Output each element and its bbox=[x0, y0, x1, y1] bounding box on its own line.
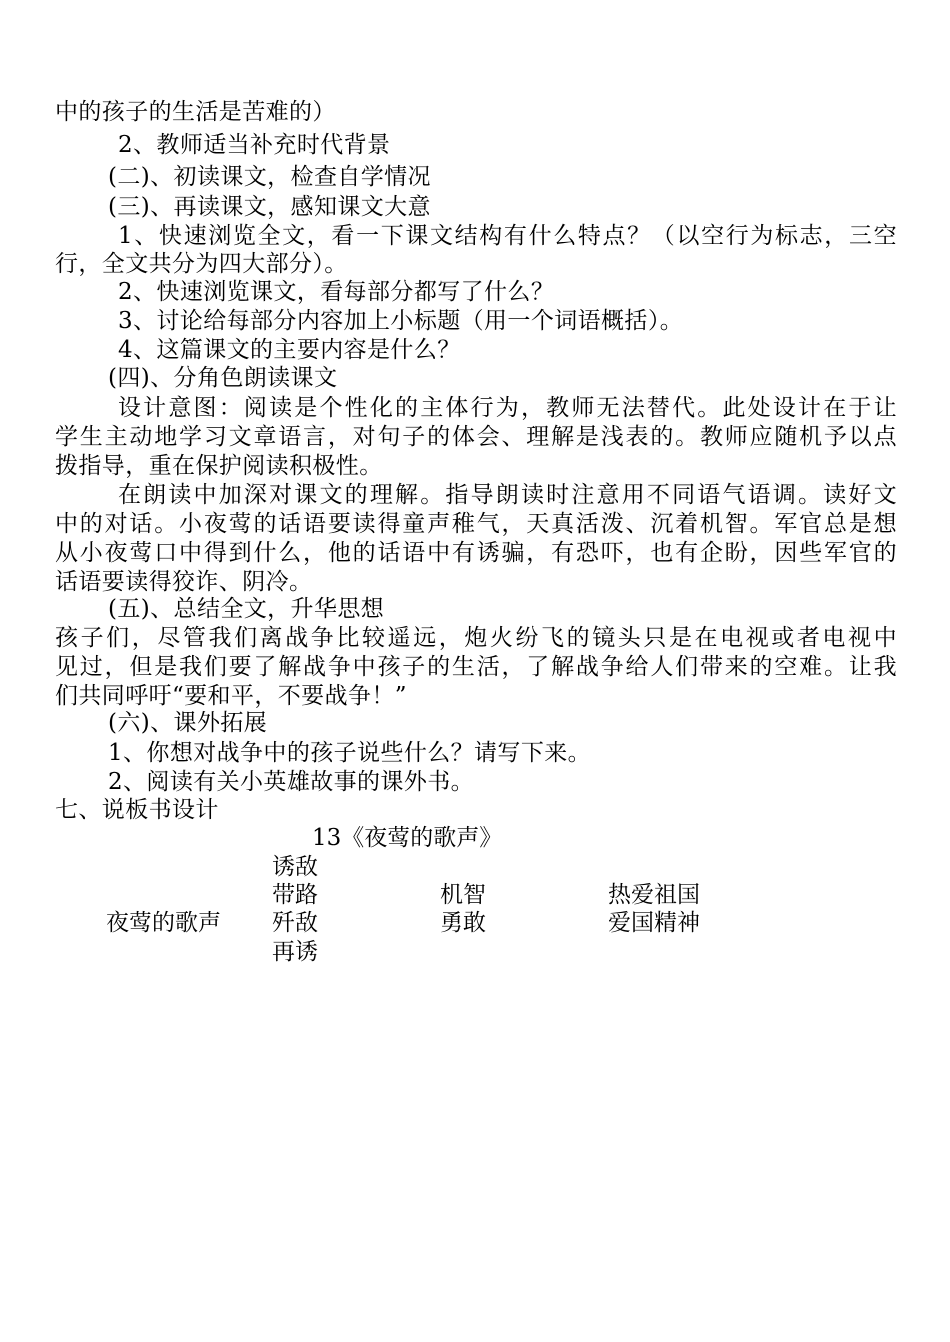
board-action: 带路 bbox=[272, 882, 318, 908]
text-line: 2、快速浏览课文，看每部分都写了什么？ bbox=[118, 279, 555, 305]
board-quality: 勇敢 bbox=[440, 910, 486, 936]
section-heading: 七、说板书设计 bbox=[55, 797, 219, 823]
text-line: 学生主动地学习文章语言，对句子的体会、理解是浅表的。教师应随机予以点 bbox=[55, 424, 897, 450]
text-line: 1、你想对战争中的孩子说些什么？请写下来。 bbox=[108, 740, 592, 766]
text-line: 设计意图：阅读是个性化的主体行为，教师无法替代。此处设计在于让 bbox=[118, 395, 897, 421]
text-line: 孩子们，尽管我们离战争比较遥远，炮火纷飞的镜头只是在电视或者电视中 bbox=[55, 625, 897, 651]
text-line: 们共同呼吁“要和平，不要战争！” bbox=[55, 683, 407, 709]
text-line: 见过，但是我们要了解战争中孩子的生活，了解战争给人们带来的空难。让我 bbox=[55, 654, 897, 680]
section-heading: (三)、再读课文，感知课文大意 bbox=[108, 194, 431, 220]
board-title: 13《夜莺的歌声》 bbox=[312, 825, 503, 851]
text-line: 2、教师适当补充时代背景 bbox=[118, 132, 391, 158]
text-line: 中的孩子的生活是苦难的） bbox=[55, 99, 336, 125]
board-theme: 爱国精神 bbox=[608, 910, 700, 936]
board-action: 再诱 bbox=[272, 939, 318, 965]
board-left-label: 夜莺的歌声 bbox=[106, 910, 221, 936]
text-line: 中的对话。小夜莺的话语要读得童声稚气，天真活泼、沉着机智。军官总是想 bbox=[55, 511, 897, 537]
board-theme: 热爱祖国 bbox=[608, 882, 700, 908]
section-heading: (五)、总结全文，升华思想 bbox=[108, 596, 385, 622]
text-line: 从小夜莺口中得到什么，他的话语中有诱骗，有恐吓，也有企盼，因些军官的 bbox=[55, 540, 897, 566]
text-line: 4、这篇课文的主要内容是什么？ bbox=[118, 337, 461, 363]
board-action: 歼敌 bbox=[272, 910, 318, 936]
text-line: 3、讨论给每部分内容加上小标题（用一个词语概括）。 bbox=[118, 308, 684, 334]
text-line: 话语要读得狡诈、阴冷。 bbox=[55, 569, 313, 595]
section-heading: (四)、分角色朗读课文 bbox=[108, 365, 338, 391]
board-action: 诱敌 bbox=[272, 854, 318, 880]
text-line: 行，全文共分为四大部分）。 bbox=[55, 251, 348, 277]
text-line: 在朗读中加深对课文的理解。指导朗读时注意用不同语气语调。读好文 bbox=[118, 482, 897, 508]
text-line: 拨指导，重在保护阅读积极性。 bbox=[55, 453, 383, 479]
section-heading: (六)、课外拓展 bbox=[108, 710, 268, 736]
section-heading: (二)、初读课文，检查自学情况 bbox=[108, 164, 431, 190]
text-line: 1、快速浏览全文，看一下课文结构有什么特点？（以空行为标志，三空 bbox=[118, 223, 897, 249]
text-line: 2、阅读有关小英雄故事的课外书。 bbox=[108, 769, 475, 795]
board-quality: 机智 bbox=[440, 882, 486, 908]
